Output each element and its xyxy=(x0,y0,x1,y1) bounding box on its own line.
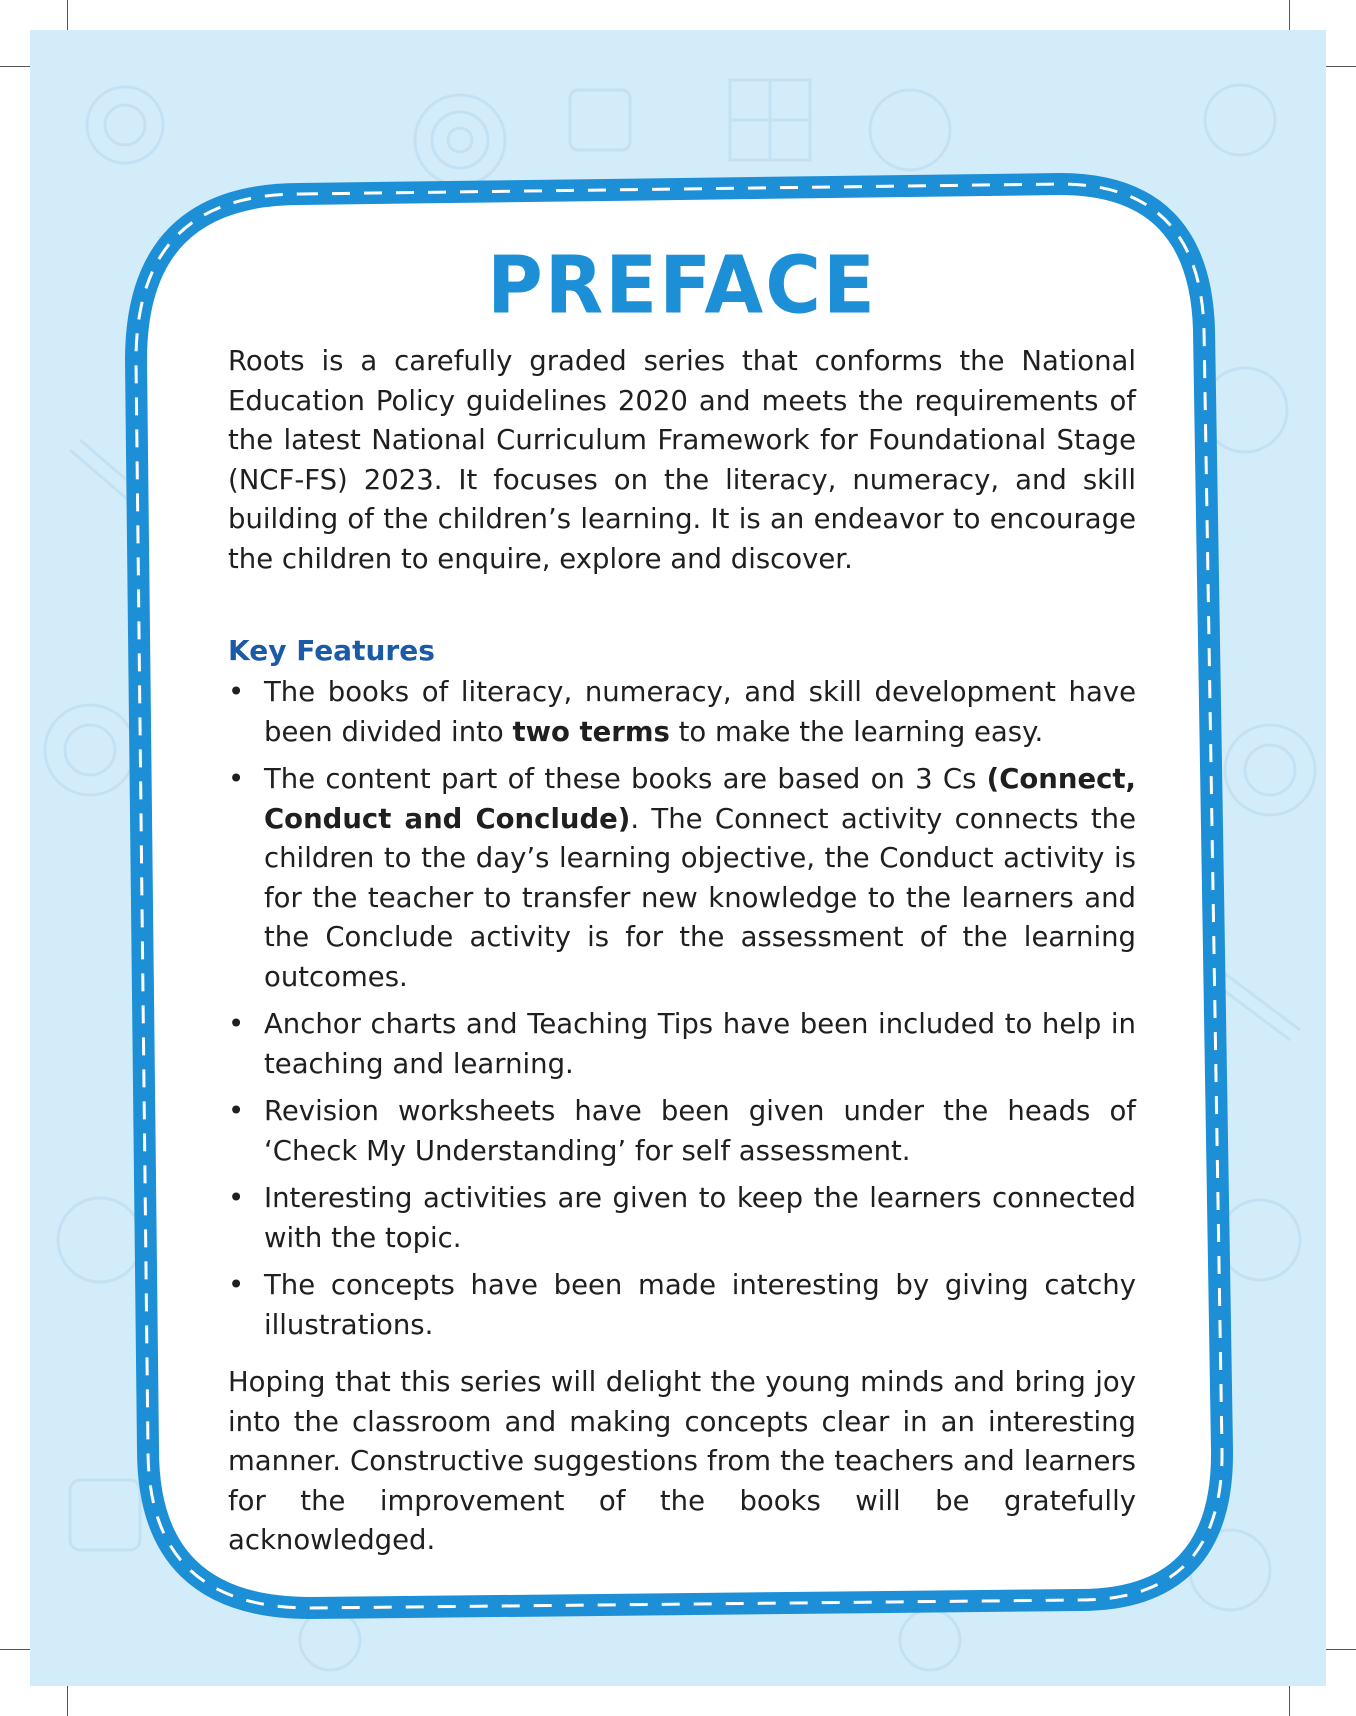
item-text: Anchor charts and Teaching Tips have been included to help in teaching and learning. xyxy=(264,1008,1136,1080)
list-item xyxy=(228,1005,1136,1084)
list-item xyxy=(228,1092,1136,1171)
bullet-icon: • xyxy=(228,1182,245,1214)
item-text: Interesting activities are given to keep the learners connected with the topic. xyxy=(264,1182,1136,1254)
item-text: The concepts have been made interesting by giving catchy illustrations. xyxy=(264,1269,1136,1341)
bullet-icon: • xyxy=(228,676,245,708)
item-text: The content part of these books are based on 3 Cs xyxy=(264,763,987,795)
list-item xyxy=(228,760,1136,997)
page-title: PREFACE xyxy=(487,237,877,332)
bullet-icon: • xyxy=(228,1008,245,1040)
bullet-icon: • xyxy=(228,1095,245,1127)
bullet-icon: • xyxy=(228,1269,245,1301)
list-item xyxy=(228,1179,1136,1258)
item-text: Revision worksheets have been given under the heads of ‘Check My Understanding’ for self assessment. xyxy=(264,1095,1136,1167)
closing-paragraph: Hoping that this series will delight the young minds and bring joy into the classroom and making concepts clear in an interesting manner. Constructive suggestions from the teachers and learners for the improvement of the books will be gratefully acknowledged. xyxy=(228,1366,1136,1556)
item-text: The books of literacy, numeracy, and skill development have been divided into xyxy=(264,676,1136,748)
list-item xyxy=(228,1266,1136,1345)
item-bold-text: two terms xyxy=(512,715,670,748)
item-bold-text: (Connect, Conduct and Conclude) xyxy=(264,763,1136,835)
key-features-list xyxy=(228,673,1136,1345)
list-item xyxy=(228,673,1136,752)
item-text: . The Connect activity connects the children to the day’s learning objective, the Conduct activity is for the teacher to transfer new knowledge to the learners and the Conclude activity is for the assessment of the learning outcomes. xyxy=(264,802,1136,993)
intro-paragraph: Roots is a carefully graded series that conforms the National Education Policy guidelines 2020 and meets the requirements of the latest National Curriculum Framework for Foundational Stage (NCF-FS) 2023. It focuses on the literacy, numeracy, and skill building of the children’s learning. It is an endeavor to encourage the children to enquire, explore and discover. xyxy=(228,345,1136,575)
preface-content xyxy=(228,237,1136,1561)
key-features-heading: Key Features xyxy=(228,634,435,667)
bullet-icon: • xyxy=(228,763,245,795)
item-text: to make the learning easy. xyxy=(669,715,1044,748)
